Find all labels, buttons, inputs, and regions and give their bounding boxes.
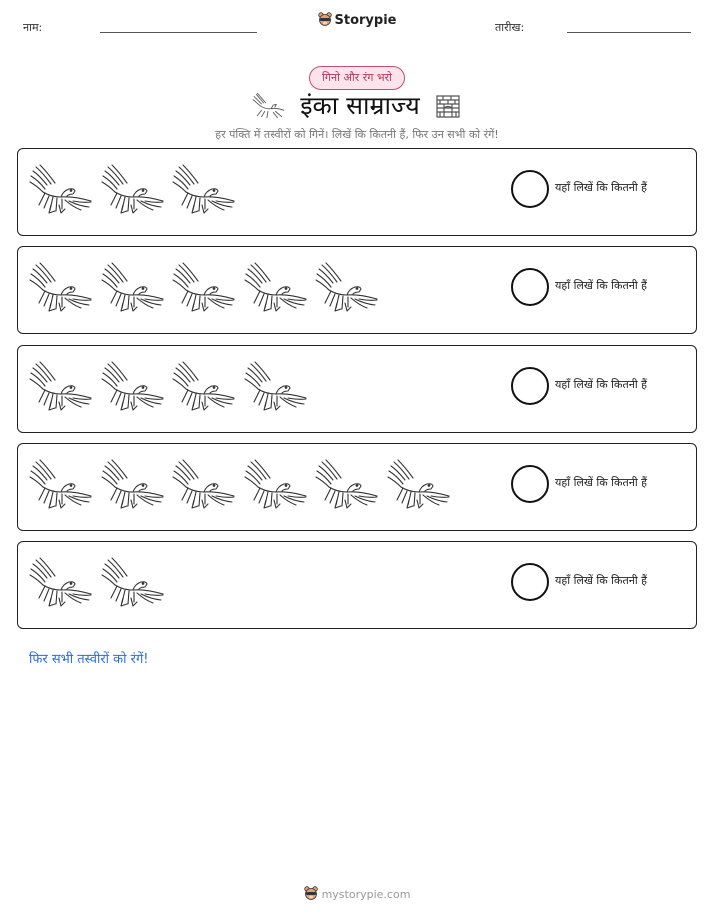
condor-icon[interactable] [29, 163, 93, 215]
answer-label: यहाँ लिखें कि कितनी हैं [555, 574, 648, 587]
condor-icon[interactable] [29, 261, 93, 313]
name-label: नाम: [23, 21, 43, 34]
answer-circle[interactable] [511, 170, 549, 208]
condor-icon[interactable] [101, 458, 165, 510]
condor-icon[interactable] [101, 360, 165, 412]
storypie-bear-icon [318, 12, 332, 28]
count-row [17, 541, 697, 629]
condor-icon [252, 91, 286, 119]
answer-circle[interactable] [511, 367, 549, 405]
condor-icon[interactable] [244, 360, 308, 412]
answer-label: यहाँ लिखें कि कितनी हैं [555, 279, 648, 292]
answer-circle[interactable] [511, 268, 549, 306]
condor-icon[interactable] [101, 556, 165, 608]
answer-label: यहाँ लिखें कि कितनी हैं [555, 378, 648, 391]
condor-icon[interactable] [244, 458, 308, 510]
instructions: हर पंक्ति में तस्वीरों को गिनें। लिखें कि कितनी हैं, फिर उन सभी को रंगें! [215, 128, 499, 141]
condor-icon[interactable] [172, 458, 236, 510]
date-line[interactable] [567, 32, 691, 33]
activity-badge: गिनो और रंग भरो [309, 66, 405, 90]
answer-label: यहाँ लिखें कि कितनी हैं [555, 476, 648, 489]
condor-icon[interactable] [172, 163, 236, 215]
count-row [17, 345, 697, 433]
condor-icon[interactable] [172, 360, 236, 412]
condor-icon[interactable] [29, 360, 93, 412]
footer-note: फिर सभी तस्वीरों को रंगें! [29, 652, 149, 667]
inca-wall-icon [434, 91, 462, 119]
footer-url: mystorypie.com [321, 887, 411, 901]
condor-icon[interactable] [29, 556, 93, 608]
answer-circle[interactable] [511, 563, 549, 601]
condor-icon[interactable] [315, 458, 379, 510]
condor-icon[interactable] [387, 458, 451, 510]
condor-icon[interactable] [101, 261, 165, 313]
condor-icon[interactable] [315, 261, 379, 313]
condor-icon[interactable] [172, 261, 236, 313]
storypie-bear-icon [304, 886, 318, 902]
storypie-logo [0, 12, 714, 32]
answer-label: यहाँ लिखें कि कितनी हैं [555, 181, 648, 194]
page-title: इंका साम्राज्य [300, 91, 420, 120]
count-row [17, 148, 697, 236]
footer [0, 886, 714, 906]
condor-icon[interactable] [101, 163, 165, 215]
condor-icon[interactable] [244, 261, 308, 313]
count-row [17, 246, 697, 334]
condor-icon[interactable] [29, 458, 93, 510]
answer-circle[interactable] [511, 465, 549, 503]
name-line[interactable] [100, 32, 257, 33]
count-row [17, 443, 697, 531]
brand-name: Storypie [334, 12, 397, 28]
date-label: तारीख: [495, 21, 525, 34]
